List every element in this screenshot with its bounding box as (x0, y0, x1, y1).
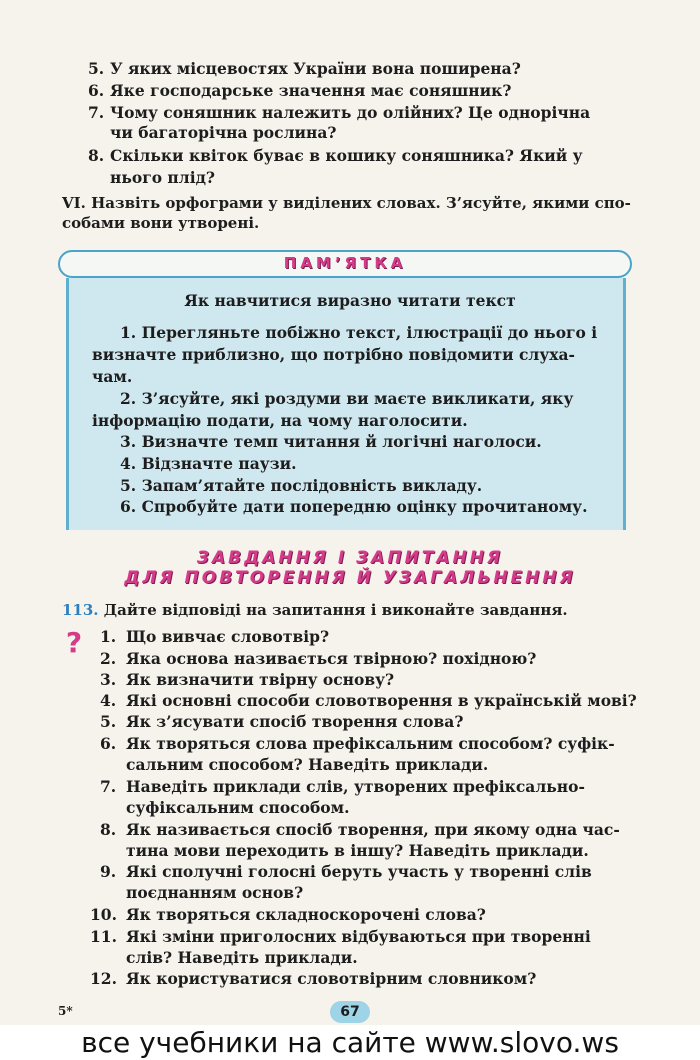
memo-header-label: ПАМ’ЯТКА (283, 254, 407, 272)
memo-line: 2. З’ясуйте, які роздуми ви маєте викликати, яку (120, 389, 574, 408)
list-item: тина мови переходить в іншу? Наведіть приклади. (126, 841, 589, 860)
memo-line: 6. Спробуйте дати попередню оцінку прочитаному. (120, 497, 588, 516)
question-line: 8. Скільки квіток буває в кошику соняшника? Який у (88, 146, 583, 165)
memo-line: 4. Відзначте паузи. (120, 454, 297, 473)
section-title-line2: ДЛЯ ПОВТОРЕННЯ Й УЗАГАЛЬНЕННЯ (124, 568, 576, 588)
exercise-number: 113. (62, 601, 99, 619)
site-footer-banner: все учебники на сайте www.slovo.ws (0, 1025, 700, 1060)
list-item: 3. Як визначити твірну основу? (100, 670, 395, 689)
list-item: 1. Що вивчає словотвір? (100, 627, 330, 646)
page-number: 67 (330, 1001, 370, 1023)
memo-line: 1. Перегляньте побіжно текст, ілюстрації до нього і (120, 323, 598, 342)
question-line: нього плід? (110, 168, 216, 187)
list-item: 4. Які основні способи словотворення в українській мові? (100, 691, 637, 710)
task-vi-line1: VI. Назвіть орфограми у виділених словах. З’ясуйте, якими спо- (62, 194, 631, 212)
question-line: 5. У яких місцевостях України вона поширена? (88, 59, 521, 78)
list-item: 9. Які сполучні голосні беруть участь у творенні слів (100, 862, 592, 881)
list-item: 8. Як називається спосіб творення, при якому одна час- (100, 820, 620, 839)
list-item: 6. Як творяться слова префіксальним способом? суфік- (100, 734, 615, 753)
question-mark-icon: ? (65, 626, 83, 659)
task-vi-line2: собами вони утворені. (62, 214, 260, 232)
list-item: 10. Як творяться складноскорочені слова? (90, 905, 486, 924)
question-line: чи багаторічна рослина? (110, 123, 337, 142)
list-item: 12. Як користуватися словотвірним словником? (90, 969, 537, 988)
question-line: 7. Чому соняшник належить до олійних? Це однорічна (88, 103, 591, 122)
memo-line: 5. Запам’ятайте послідовність викладу. (120, 476, 483, 495)
list-item: слів? Наведіть приклади. (126, 948, 358, 967)
memo-line: 3. Визначте темп читання й логічні наголоси. (120, 432, 542, 451)
memo-line: інформацію подати, на чому наголосити. (92, 411, 468, 430)
list-item: 7. Наведіть приклади слів, утворених префіксально- (100, 777, 585, 796)
memo-line: визначте приблизно, що потрібно повідомити слуха- (92, 345, 575, 364)
list-item: 5. Як з’ясувати спосіб творення слова? (100, 712, 464, 731)
memo-line: чам. (92, 367, 133, 386)
list-item: суфіксальним способом. (126, 798, 350, 817)
list-item: 2. Яка основа називається твірною? похідною? (100, 649, 537, 668)
question-line: 6. Яке господарське значення має соняшник? (88, 81, 512, 100)
memo-title: Як навчитися виразно читати текст (184, 291, 516, 310)
exercise-heading (62, 599, 568, 621)
section-title-line1: ЗАВДАННЯ І ЗАПИТАННЯ (196, 548, 504, 568)
list-item: поєднанням основ? (126, 883, 304, 902)
list-item: сальним способом? Наведіть приклади. (126, 755, 489, 774)
signature-mark: 5* (58, 1004, 73, 1018)
list-item: 11. Які зміни приголосних відбуваються при творенні (90, 927, 591, 946)
exercise-instruction: Дайте відповіді на запитання і виконайте завдання. (103, 601, 568, 619)
